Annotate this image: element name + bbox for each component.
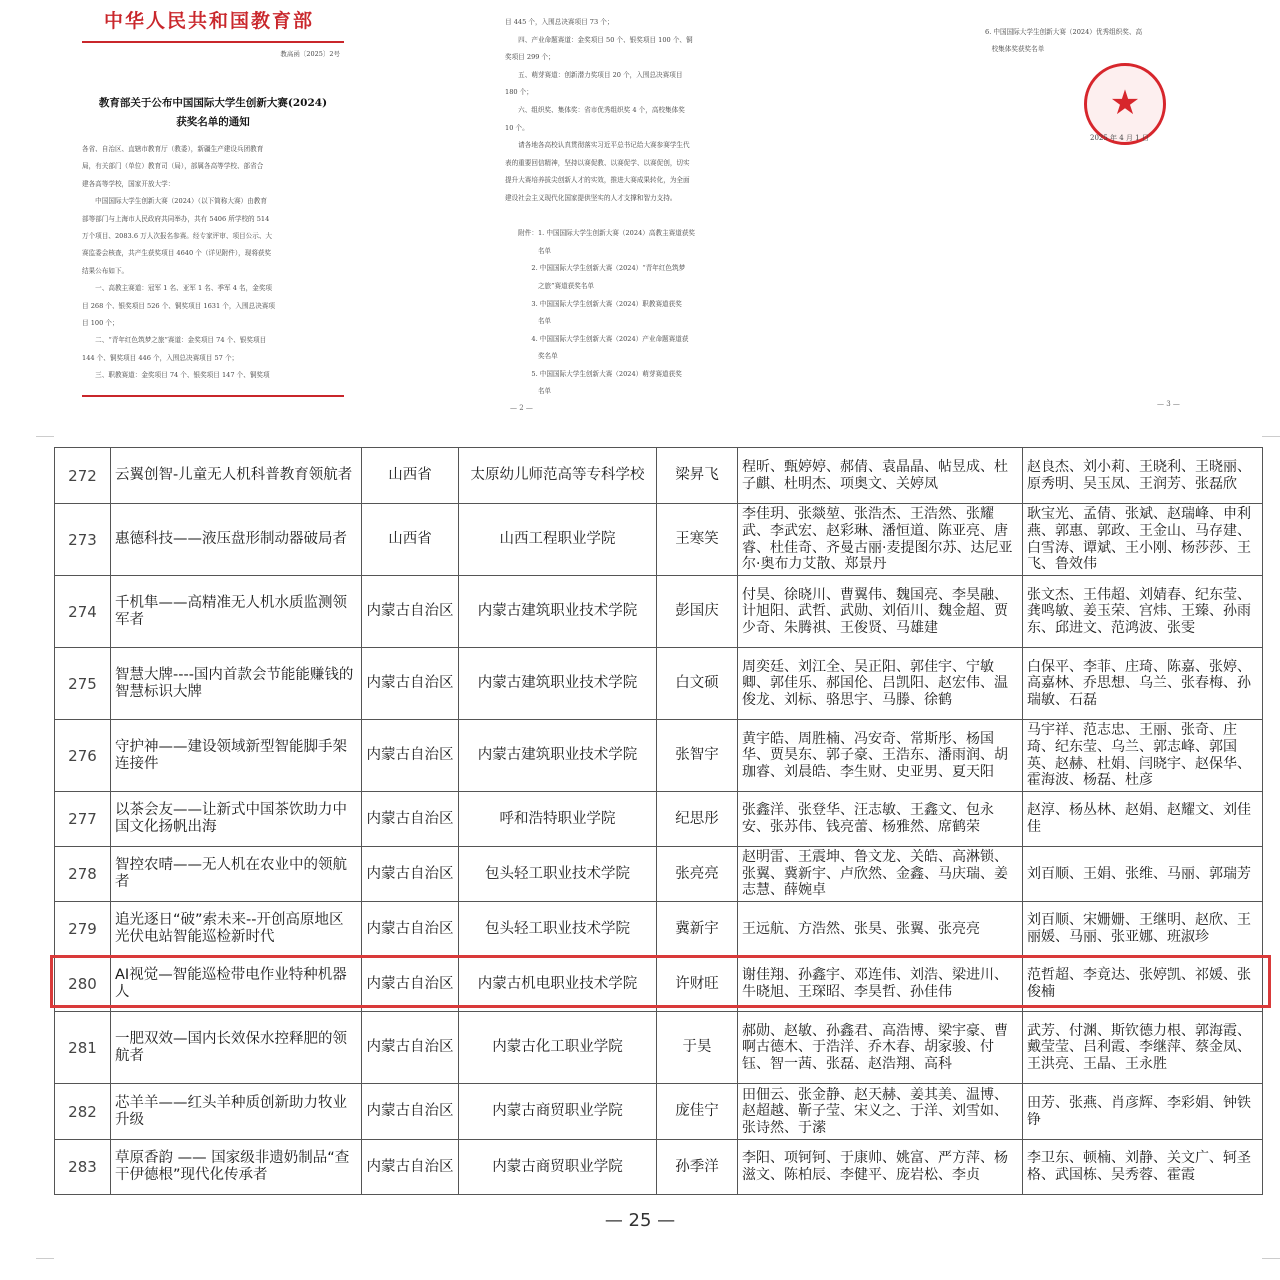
body-line: 144 个、铜奖项目 446 个，入围总决赛项目 57 个； [82,353,239,362]
tutors: 田芳、张燕、肖彦辉、李彩娟、钟铁铮 [1023,1084,1263,1140]
tutors: 刘百顺、王娟、张维、马丽、郭瑞芳 [1023,847,1263,902]
table-row [55,648,1263,720]
school-name: 山西工程职业学院 [459,504,657,576]
attachment-line: 6. 中国国际大学生创新大赛（2024）优秀组织奖、高 [985,28,1143,36]
province: 内蒙古自治区 [362,957,459,1012]
body-line: 三、职教赛道：金奖项目 74 个、银奖项目 147 个、铜奖项 [82,371,270,380]
row-number: 283 [55,1140,111,1195]
notice-page-1 [82,0,344,420]
school-name: 内蒙古建筑职业技术学院 [459,648,657,720]
body-line: 一、高教主赛道：冠军 1 名、亚军 1 名、季军 4 名，金奖项 [82,284,273,293]
issue-date: 2025 年 4 月 1 日 [1090,134,1149,142]
body-line: 六、组织奖、集体奖：省市优秀组织奖 4 个，高校集体奖 [505,105,685,114]
body-line: 赛监委会核查，共产生获奖项目 4640 个（详见附件），现将获奖 [82,249,272,258]
red-rule-top [82,41,344,43]
team-members: 周奕廷、刘江全、吴正阳、郭佳宇、宁敏卿、郭佳乐、郝国伦、吕凯阳、赵宏伟、温俊龙、刘标、骆思宇、马滕、徐鹤 [738,648,1023,720]
table-row [55,504,1263,576]
body-line: 10 个。 [505,123,529,132]
team-members: 谢佳翔、孙鑫宇、邓连伟、刘浩、梁进川、牛晓旭、王琛昭、李昊哲、孙佳伟 [738,957,1023,1012]
body-line: 提升大赛培养拔尖创新人才的实效，推进大赛成果转化，为全面 [505,176,690,185]
crop-mark [1262,1258,1280,1259]
row-number: 274 [55,576,111,648]
project-name: 芯羊羊——红头羊种质创新助力牧业升级 [111,1084,362,1140]
province: 山西省 [362,448,459,504]
table-row [55,957,1263,1012]
row-number: 282 [55,1084,111,1140]
province: 内蒙古自治区 [362,902,459,957]
body-line: 中国国际大学生创新大赛（2024）（以下简称大赛）由教育 [82,197,267,206]
project-name: 智慧大牌----国内首款会节能能赚钱的智慧标识大牌 [111,648,362,720]
award-table [54,447,1263,1195]
project-name: 追光逐日“破”索未来--开创高原地区光伏电站智能巡检新时代 [111,902,362,957]
school-name: 内蒙古机电职业技术学院 [459,957,657,1012]
attachment-line: 名单 [505,246,552,255]
tutors: 李卫东、顿楠、刘静、关文广、轲圣格、武国栋、吴秀蓉、霍霞 [1023,1140,1263,1195]
row-number: 278 [55,847,111,902]
notice-body-page2 [505,14,770,401]
page-number: — 25 — [604,1210,676,1231]
document-pages-preview [0,0,1280,430]
table-row [55,792,1263,847]
body-line: 180 个； [505,88,533,97]
team-leader: 彭国庆 [657,576,738,648]
team-leader: 许财旺 [657,957,738,1012]
team-members: 张鑫洋、张登华、汪志敏、王鑫文、包永安、张苏伟、钱亮蕾、杨雅然、席鹤荣 [738,792,1023,847]
table-row [55,576,1263,648]
attachment-line: 附件：1. 中国国际大学生创新大赛（2024）高教主赛道获奖 [505,229,696,238]
tutors: 武芳、付渊、斯钦德力根、郭海霞、戴莹莹、吕利霞、李继萍、蔡金凤、王洪亮、王晶、王永胜 [1023,1012,1263,1084]
project-name: 云翼创智-儿童无人机科普教育领航者 [111,448,362,504]
crop-mark [36,1258,54,1259]
province: 山西省 [362,504,459,576]
document-number: 教高函〔2025〕2号 [280,50,340,58]
team-members: 李佳玥、张燚堃、张浩杰、王浩然、张耀武、李武宏、赵彩琳、潘恒道、陈亚亮、唐睿、杜佳奇、齐曼古丽·麦提图尔苏、达尼亚尔·奥布力艾散、郑景丹 [738,504,1023,576]
table-row [55,1012,1263,1084]
notice-page-3 [985,0,1200,420]
team-leader: 张亮亮 [657,847,738,902]
tutors: 马宇祥、范志忠、王丽、张奇、庄琦、纪东莹、乌兰、郭志峰、郭国英、赵赫、杜娟、闫晓宇、赵保华、霍海波、杨磊、杜彦 [1023,720,1263,792]
school-name: 太原幼儿师范高等专科学校 [459,448,657,504]
team-members: 付昊、徐晓川、曹翼伟、魏国亮、李昊融、计旭阳、武哲、武勋、刘佰川、魏金超、贾少奇、朱腾祺、王俊贤、马雄建 [738,576,1023,648]
project-name: 守护神——建设领域新型智能脚手架连接件 [111,720,362,792]
school-name: 内蒙古商贸职业学院 [459,1140,657,1195]
notice-body [82,141,344,385]
notice-title-line1: 教育部关于公布中国国际大学生创新大赛(2024) [98,97,328,109]
team-members: 李阳、项钶钶、于康帅、姚富、严方萍、杨滋文、陈柏辰、李健平、庞岩松、李贞 [738,1140,1023,1195]
attachment-line: 校集体奖获奖名单 [985,45,1045,53]
school-name: 呼和浩特职业学院 [459,792,657,847]
notice-body-page3 [985,24,1200,58]
row-number: 280 [55,957,111,1012]
team-leader: 孙季洋 [657,1140,738,1195]
school-name: 内蒙古建筑职业技术学院 [459,576,657,648]
team-leader: 张智宇 [657,720,738,792]
project-name: 智控农晴——无人机在农业中的领航者 [111,847,362,902]
province: 内蒙古自治区 [362,1084,459,1140]
team-members: 田佃云、张金静、赵天赫、姜其美、温博、赵超越、靳子莹、宋义之、于洋、刘雪如、张诗然、于潆 [738,1084,1023,1140]
notice-title [82,94,344,132]
attachment-line: 5. 中国国际大学生创新大赛（2024）萌芽赛道获奖 [505,369,682,378]
tutors: 白保平、李菲、庄琦、陈嘉、张婷、高嘉林、乔思想、乌兰、张春梅、孙瑞敏、石磊 [1023,648,1263,720]
body-line: 请各地各高校认真贯彻落实习近平总书记给大赛参赛学生代 [505,141,690,150]
body-line: 结果公布如下。 [82,266,129,275]
page-number: — 3 — [1157,400,1180,408]
team-leader: 白文硕 [657,648,738,720]
award-table-page [54,447,1262,1195]
team-members: 赵明雷、王震坤、鲁文龙、关皓、高淋锁、张翼、冀新宇、卢欣然、金鑫、马庆瑞、姜志慧、薛婉卓 [738,847,1023,902]
project-name: 惠德科技——液压盘形制动器破局者 [111,504,362,576]
province: 内蒙古自治区 [362,1140,459,1195]
province: 内蒙古自治区 [362,576,459,648]
team-leader: 于昊 [657,1012,738,1084]
project-name: 以茶会友——让新式中国茶饮助力中国文化扬帆出海 [111,792,362,847]
team-members: 黄宇皓、周胜楠、冯安奇、常斯彤、杨国华、贾昊东、郭子豪、王浩东、潘雨润、胡珈睿、刘晨皓、李生财、史亚男、夏天阳 [738,720,1023,792]
attachment-line: 奖名单 [505,352,558,361]
attachment-line: 2. 中国国际大学生创新大赛（2024）“青年红色筑梦 [505,264,686,273]
body-line: 目 445 个，入围总决赛项目 73 个； [505,18,614,26]
project-name: AI视觉—智能巡检带电作业特种机器人 [111,957,362,1012]
project-name: 一肥双效—国内长效保水控释肥的领航者 [111,1012,362,1084]
row-number: 272 [55,448,111,504]
tutors: 赵良杰、刘小莉、王晓利、王晓丽、原秀明、吴玉凤、王润芳、张磊欣 [1023,448,1263,504]
body-line: 四、产业命题赛道：金奖项目 50 个、银奖项目 100 个、铜 [505,35,693,44]
tutors: 赵淳、杨丛林、赵娟、赵耀文、刘佳佳 [1023,792,1263,847]
province: 内蒙古自治区 [362,847,459,902]
team-leader: 庞佳宁 [657,1084,738,1140]
province: 内蒙古自治区 [362,792,459,847]
body-line: 目 268 个、银奖项目 526 个、铜奖项目 1631 个，入围总决赛项 [82,301,275,310]
crop-mark [36,436,54,437]
table-row [55,1140,1263,1195]
tutors: 张文杰、王伟超、刘婧春、纪东莹、龚鸣敏、姜玉荣、宫炜、王臻、孙雨东、邱进文、范鸿波、张雯 [1023,576,1263,648]
ministry-header: 中华人民共和国教育部 [104,10,315,32]
table-row [55,448,1263,504]
team-members: 郝勋、赵敏、孙鑫君、高浩博、梁宇豪、曹啊古德木、于浩洋、乔木春、胡家骏、付钰、智一茜、张磊、赵浩翔、高科 [738,1012,1023,1084]
body-line: 目 100 个； [82,319,119,328]
school-name: 内蒙古建筑职业技术学院 [459,720,657,792]
body-line [505,208,770,226]
tutors: 范哲超、李竟达、张婷凯、祁媛、张俊楠 [1023,957,1263,1012]
tutors: 刘百顺、宋姗姗、王继明、赵欣、王丽媛、马丽、张亚娜、班淑珍 [1023,902,1263,957]
team-members: 王远航、方浩然、张昊、张翼、张亮亮 [738,902,1023,957]
table-row [55,720,1263,792]
notice-page-2 [505,0,770,420]
tutors: 耿宝光、孟倩、张斌、赵瑞峰、申利燕、郭惠、郭政、王金山、马存建、白雪涛、谭斌、王小刚、杨莎莎、王飞、鲁效伟 [1023,504,1263,576]
body-line: 部等部门与上海市人民政府共同举办，共有 5406 所学校的 514 [82,214,270,223]
province: 内蒙古自治区 [362,648,459,720]
team-leader: 梁昇飞 [657,448,738,504]
attachment-line: 之旅”赛道获奖名单 [505,281,595,290]
star-icon: ★ [1109,83,1141,123]
school-name: 包头轻工职业技术学院 [459,902,657,957]
team-members: 程昕、甄婷婷、郝倩、袁晶晶、帖昱成、杜子麒、杜明杰、项奥文、关婷凤 [738,448,1023,504]
body-line: 五、萌芽赛道：创新潜力奖项目 20 个，入围总决赛项目 [505,70,683,79]
notice-title-line2: 获奖名单的通知 [176,116,250,128]
body-line: 局，有关部门（单位）教育司（局），部属各高等学校、部省合 [82,162,264,171]
attachment-line: 名单 [505,317,552,326]
row-number: 275 [55,648,111,720]
body-line: 表的重要回信精神，坚持以赛促教、以赛促学、以赛促创，切实 [505,158,690,167]
project-name: 草原香韵 —— 国家级非遗奶制品“查干伊德根”现代化传承者 [111,1140,362,1195]
province: 内蒙古自治区 [362,1012,459,1084]
row-number: 279 [55,902,111,957]
body-line: 奖项目 299 个； [505,53,555,62]
body-line: 建设社会主义现代化国家提供坚实的人才支撑和智力支持。 [505,193,677,202]
body-line: 万个项目、2083.6 万人次报名参赛。经专家评审、项目公示、大 [82,232,273,241]
attachment-line: 名单 [505,387,552,396]
body-line: 建各高等学校，国家开放大学： [82,179,175,188]
school-name: 内蒙古化工职业学院 [459,1012,657,1084]
project-name: 千机隼——高精准无人机水质监测领军者 [111,576,362,648]
table-row [55,902,1263,957]
page-number: — 2 — [510,404,533,412]
red-rule-bottom [82,395,344,397]
attachment-line: 3. 中国国际大学生创新大赛（2024）职教赛道获奖 [505,299,682,308]
school-name: 内蒙古商贸职业学院 [459,1084,657,1140]
table-row [55,1084,1263,1140]
body-line: 各省、自治区、直辖市教育厅（教委），新疆生产建设兵团教育 [82,145,264,153]
row-number: 277 [55,792,111,847]
province: 内蒙古自治区 [362,720,459,792]
row-number: 281 [55,1012,111,1084]
row-number: 276 [55,720,111,792]
team-leader: 冀新宇 [657,902,738,957]
team-leader: 纪思彤 [657,792,738,847]
team-leader: 王寒笑 [657,504,738,576]
table-row [55,847,1263,902]
crop-mark [1262,436,1280,437]
school-name: 包头轻工职业技术学院 [459,847,657,902]
attachment-line: 4. 中国国际大学生创新大赛（2024）产业命题赛道获 [505,334,689,343]
body-line: 二、“青年红色筑梦之旅”赛道：金奖项目 74 个、银奖项目 [82,336,267,345]
row-number: 273 [55,504,111,576]
